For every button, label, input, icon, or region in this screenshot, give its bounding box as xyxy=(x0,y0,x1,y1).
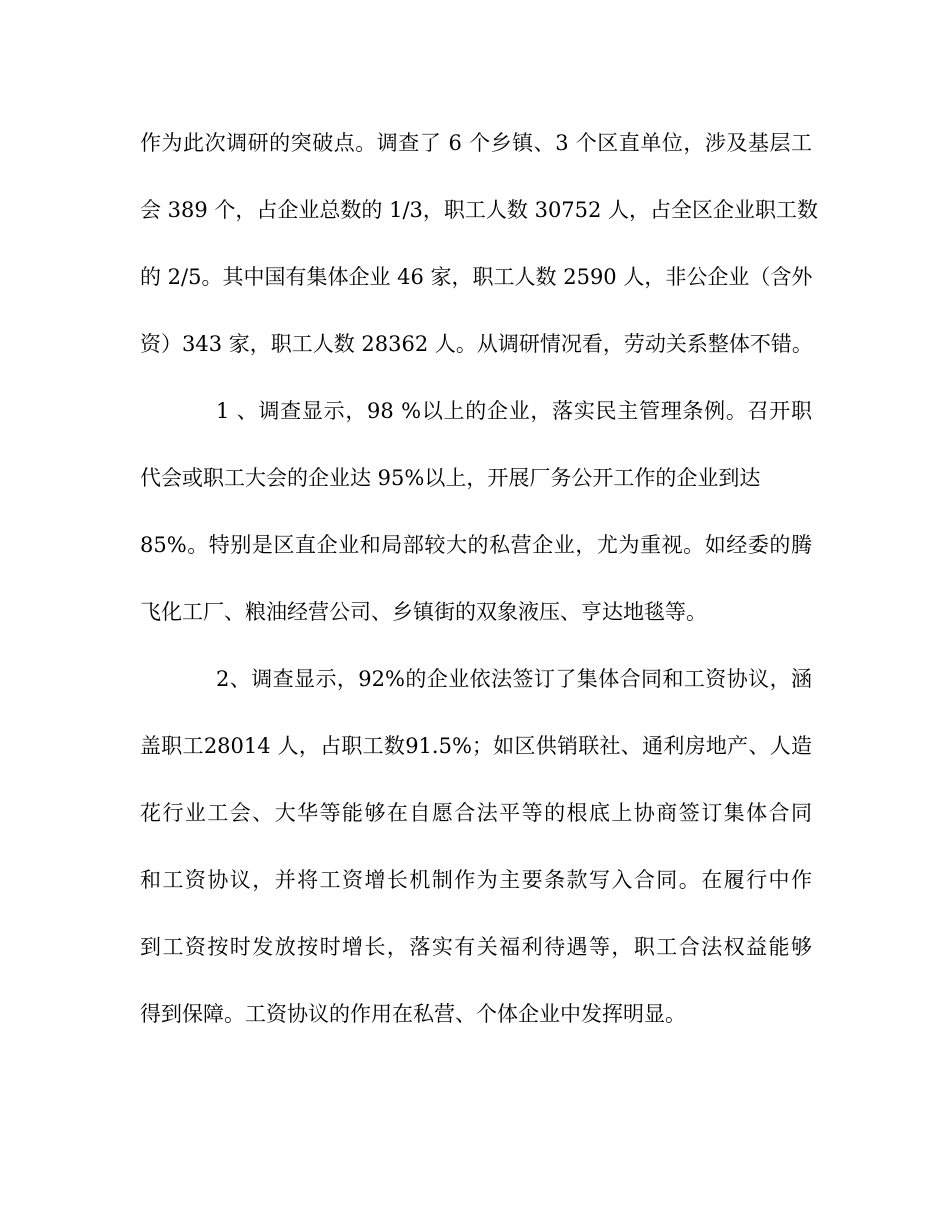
text-line: 飞化工厂、粮油经营公司、乡镇街的双象液压、亨达地毯等。 xyxy=(140,600,707,624)
text-line: 资）343 家，职工人数 28362 人。从调研情况看，劳动关系整体不错。 xyxy=(140,332,813,356)
text-line: 代会或职工大会的企业达 95%以上，开展厂务公开工作的企业到达 xyxy=(140,466,761,490)
text-line: 会 389 个，占企业总数的 1/3，职工人数 30752 人，占全区企业职工数 xyxy=(140,198,819,222)
text-line: 花行业工会、大华等能够在自愿合法平等的根底上协商签订集体合同 xyxy=(140,801,812,825)
text-line: 2、调查显示，92%的企业依法签订了集体合同和工资协议，涵 xyxy=(216,667,812,691)
text-line: 得到保障。工资协议的作用在私营、个体企业中发挥明显。 xyxy=(140,1002,686,1026)
text-line: 和工资协议，并将工资增长机制作为主要条款写入合同。在履行中作 xyxy=(140,868,812,892)
text-line: 盖职工28014 人，占职工数91.5%；如区供销联社、通利房地产、人造 xyxy=(140,734,812,758)
text-line: 到工资按时发放按时增长，落实有关福利待遇等，职工合法权益能够 xyxy=(140,935,812,959)
text-line: 的 2/5。其中国有集体企业 46 家，职工人数 2590 人，非公企业（含外 xyxy=(140,265,813,289)
body-text xyxy=(140,118,819,1056)
text-line: 1 、调查显示，98 %以上的企业，落实民主管理条例。召开职 xyxy=(216,399,812,423)
text-line: 作为此次调研的突破点。调查了 6 个乡镇、3 个区直单位，涉及基层工 xyxy=(140,131,812,155)
text-line: 85%。特别是区直企业和局部较大的私营企业，尤为重视。如经委的腾 xyxy=(140,533,812,557)
